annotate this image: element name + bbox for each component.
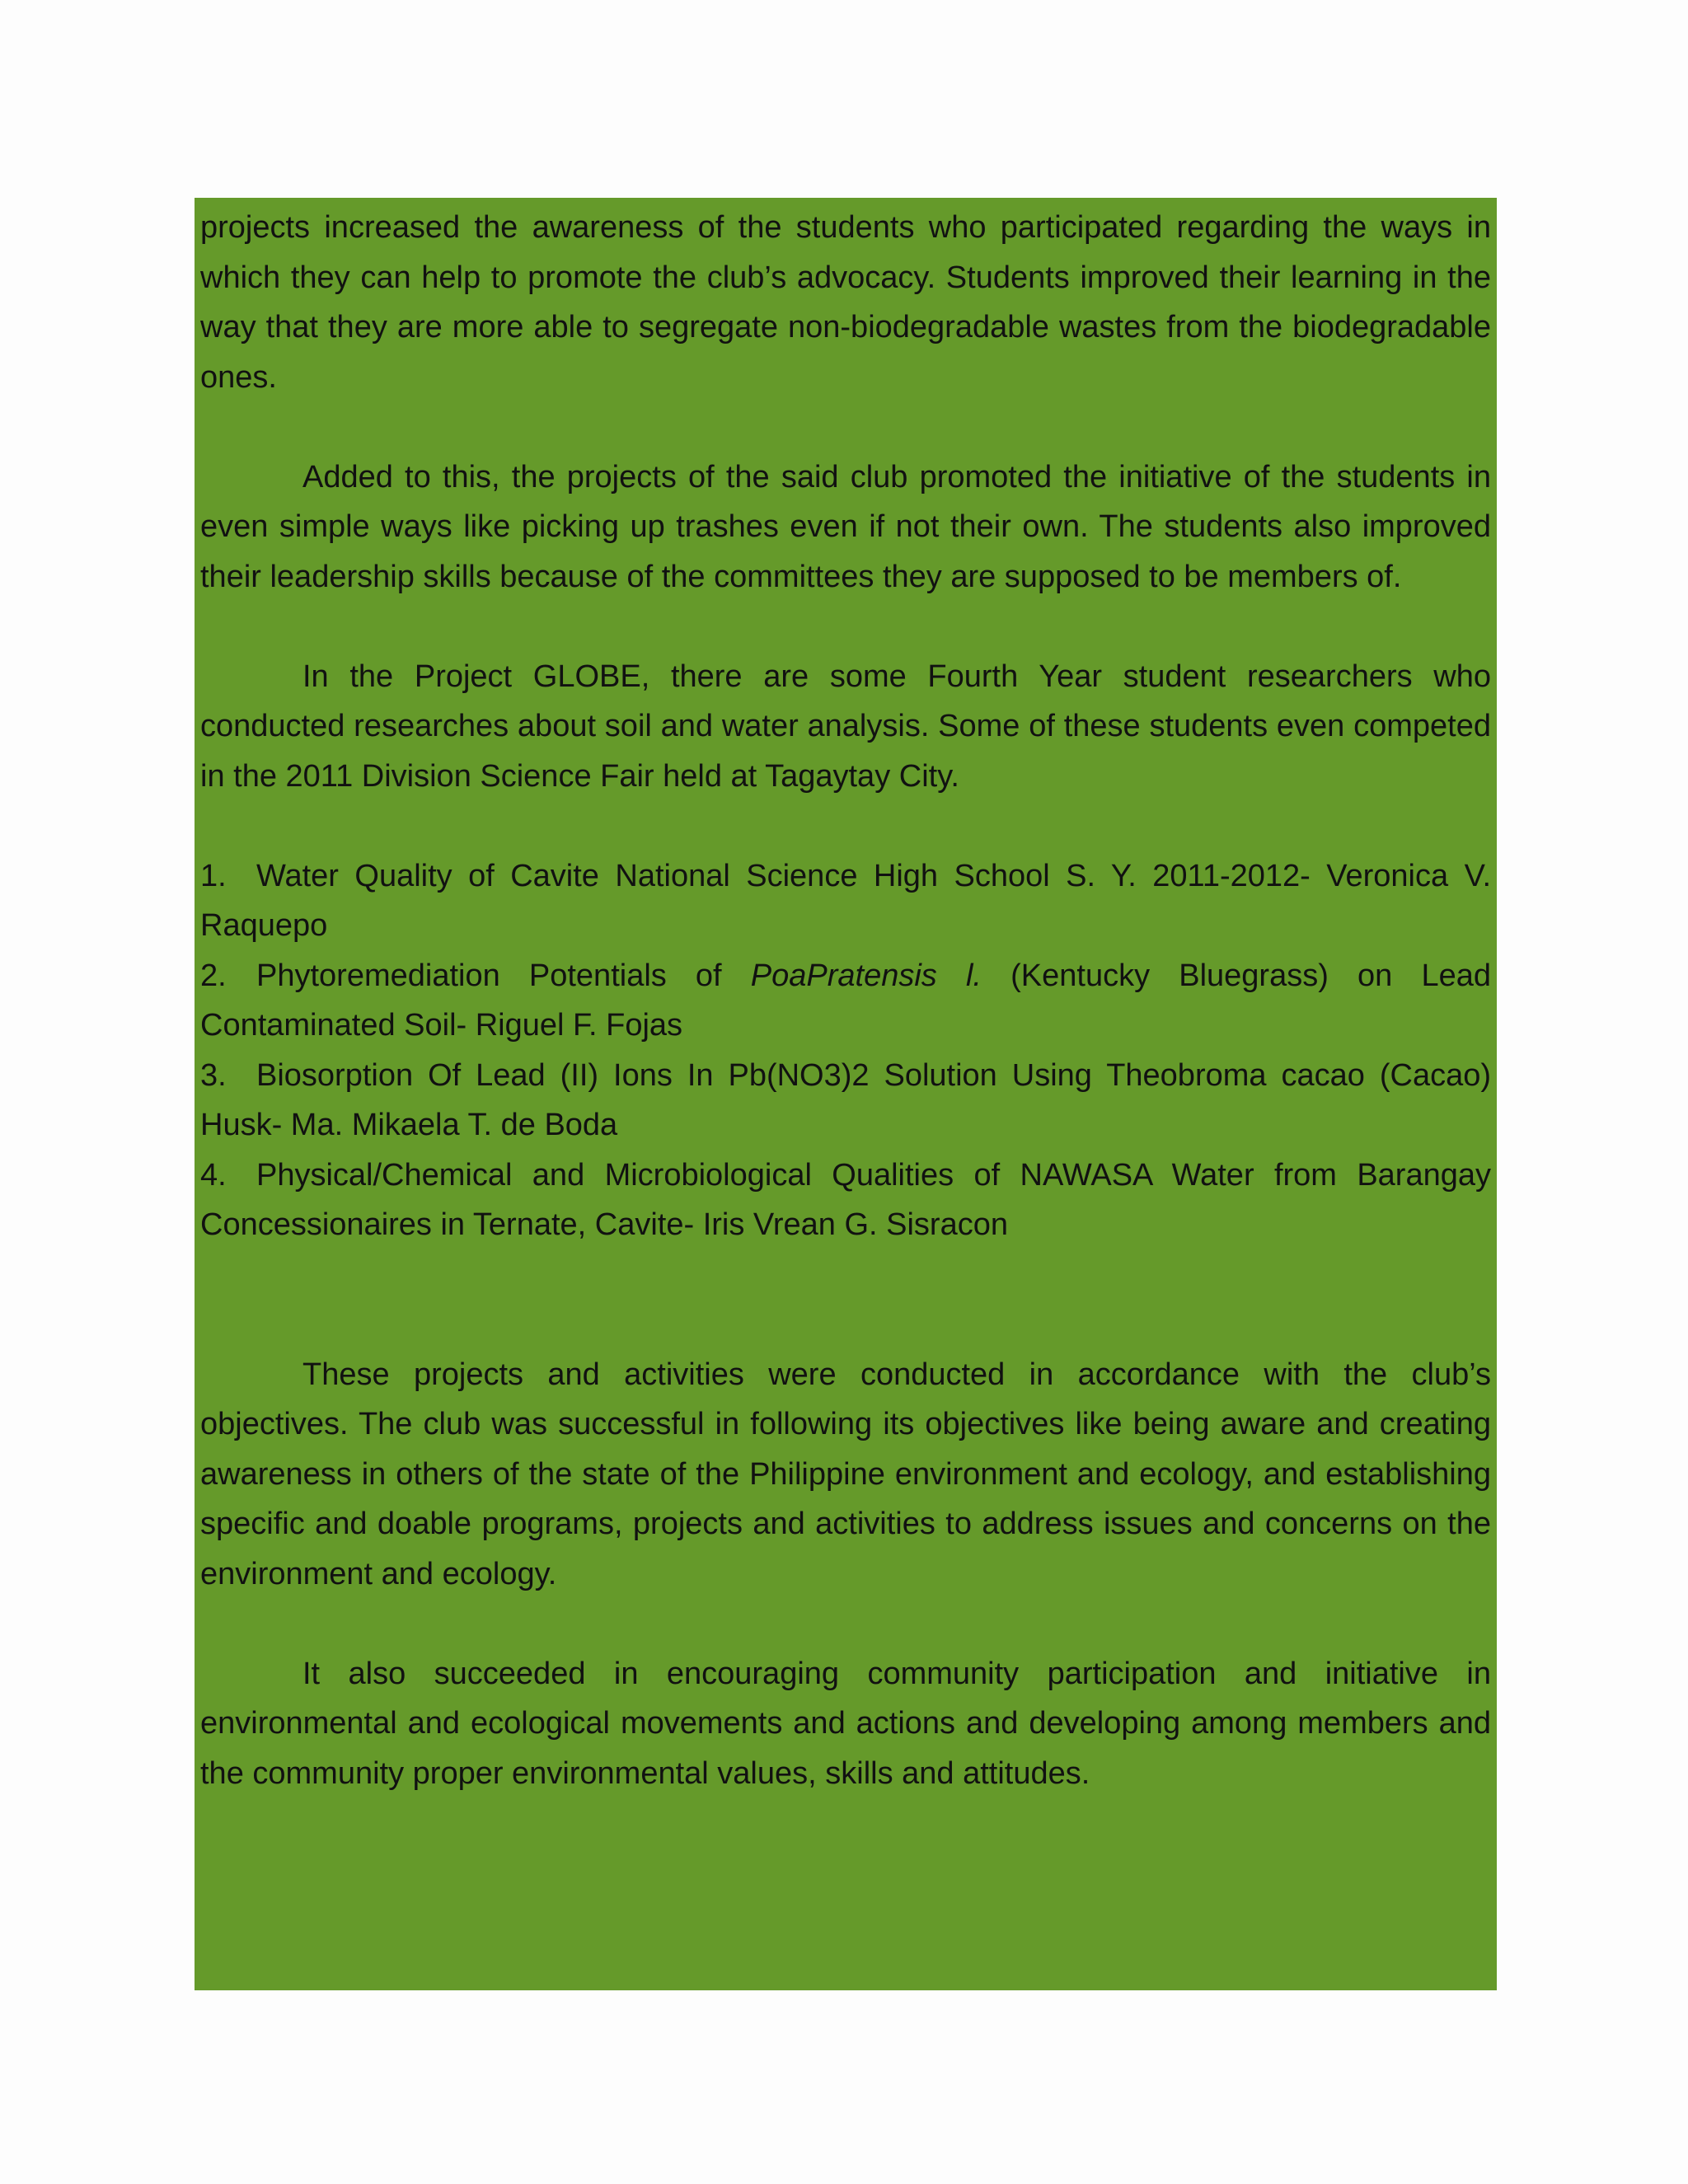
paragraph-objectives: These projects and activities were conducted in accordance with the club’s objectives. The club was successful in following its objectives like being aware and creating awareness in others of the state of the Philippine environment and ecology, and establishing specific and doable programs, projects and activities to address issues and concerns on the environment and ecology.	[200, 1357, 1491, 1591]
list-item-text: Physical/Chemical and Microbiological Qualities of NAWASA Water from Barangay Concessionaires in Ternate, Cavite- Iris Vrean G. Sisracon	[200, 1157, 1491, 1242]
list-item-number: 4.	[200, 1157, 227, 1193]
list-item	[200, 1051, 1491, 1151]
paragraph-initiative: Added to this, the projects of the said club promoted the initiative of the students in even simple ways like picking up trashes even if not their own. The students also improved their leadership skills because of the committees they are supposed to be members of.	[200, 459, 1491, 594]
paragraph-project-globe: In the Project GLOBE, there are some Fourth Year student researchers who conducted researches about soil and water analysis. Some of these students even competed in the 2011 Division Science Fair held at Tagaytay City.	[200, 658, 1491, 794]
paragraph-awareness: projects increased the awareness of the students who participated regarding the ways in which they can help to promote the club’s advocacy. Students improved their learning in the way that they are more able to segregate non-biodegradable wastes from the biodegradable ones.	[200, 210, 1491, 395]
list-item	[200, 851, 1491, 951]
paragraph-spacer	[200, 801, 1491, 851]
list-item-text: Phytoremediation Potentials of	[256, 958, 751, 993]
paragraph-spacer	[200, 1599, 1491, 1649]
list-item-text: Water Quality of Cavite National Science High School S. Y. 2011-2012- Veronica V. Raquepo	[200, 858, 1491, 943]
list-item-number: 1.	[200, 858, 227, 893]
paragraph-spacer	[200, 402, 1491, 452]
list-item	[200, 951, 1491, 1051]
list-item-text: (Kentucky Bluegrass) on Lead Contaminated Soil- Riguel F. Fojas	[200, 958, 1491, 1043]
list-item	[200, 1151, 1491, 1250]
list-item-species-name: PoaPratensis l.	[750, 958, 982, 993]
content-box	[195, 198, 1497, 1990]
research-projects-list	[200, 851, 1491, 1250]
paragraph-spacer	[200, 602, 1491, 652]
list-item-text: Biosorption Of Lead (II) Ions In Pb(NO3)2 Solution Using Theobroma cacao (Cacao) Husk- Ma. Mikaela T. de Boda	[200, 1057, 1491, 1142]
paragraph-community: It also succeeded in encouraging community participation and initiative in environmental and ecological movements and actions and developing among members and the community proper environmental values, skills and attitudes.	[200, 1656, 1491, 1791]
list-item-number: 3.	[200, 1057, 227, 1093]
list-item-number: 2.	[200, 958, 227, 993]
paragraph-spacer	[200, 1250, 1491, 1350]
